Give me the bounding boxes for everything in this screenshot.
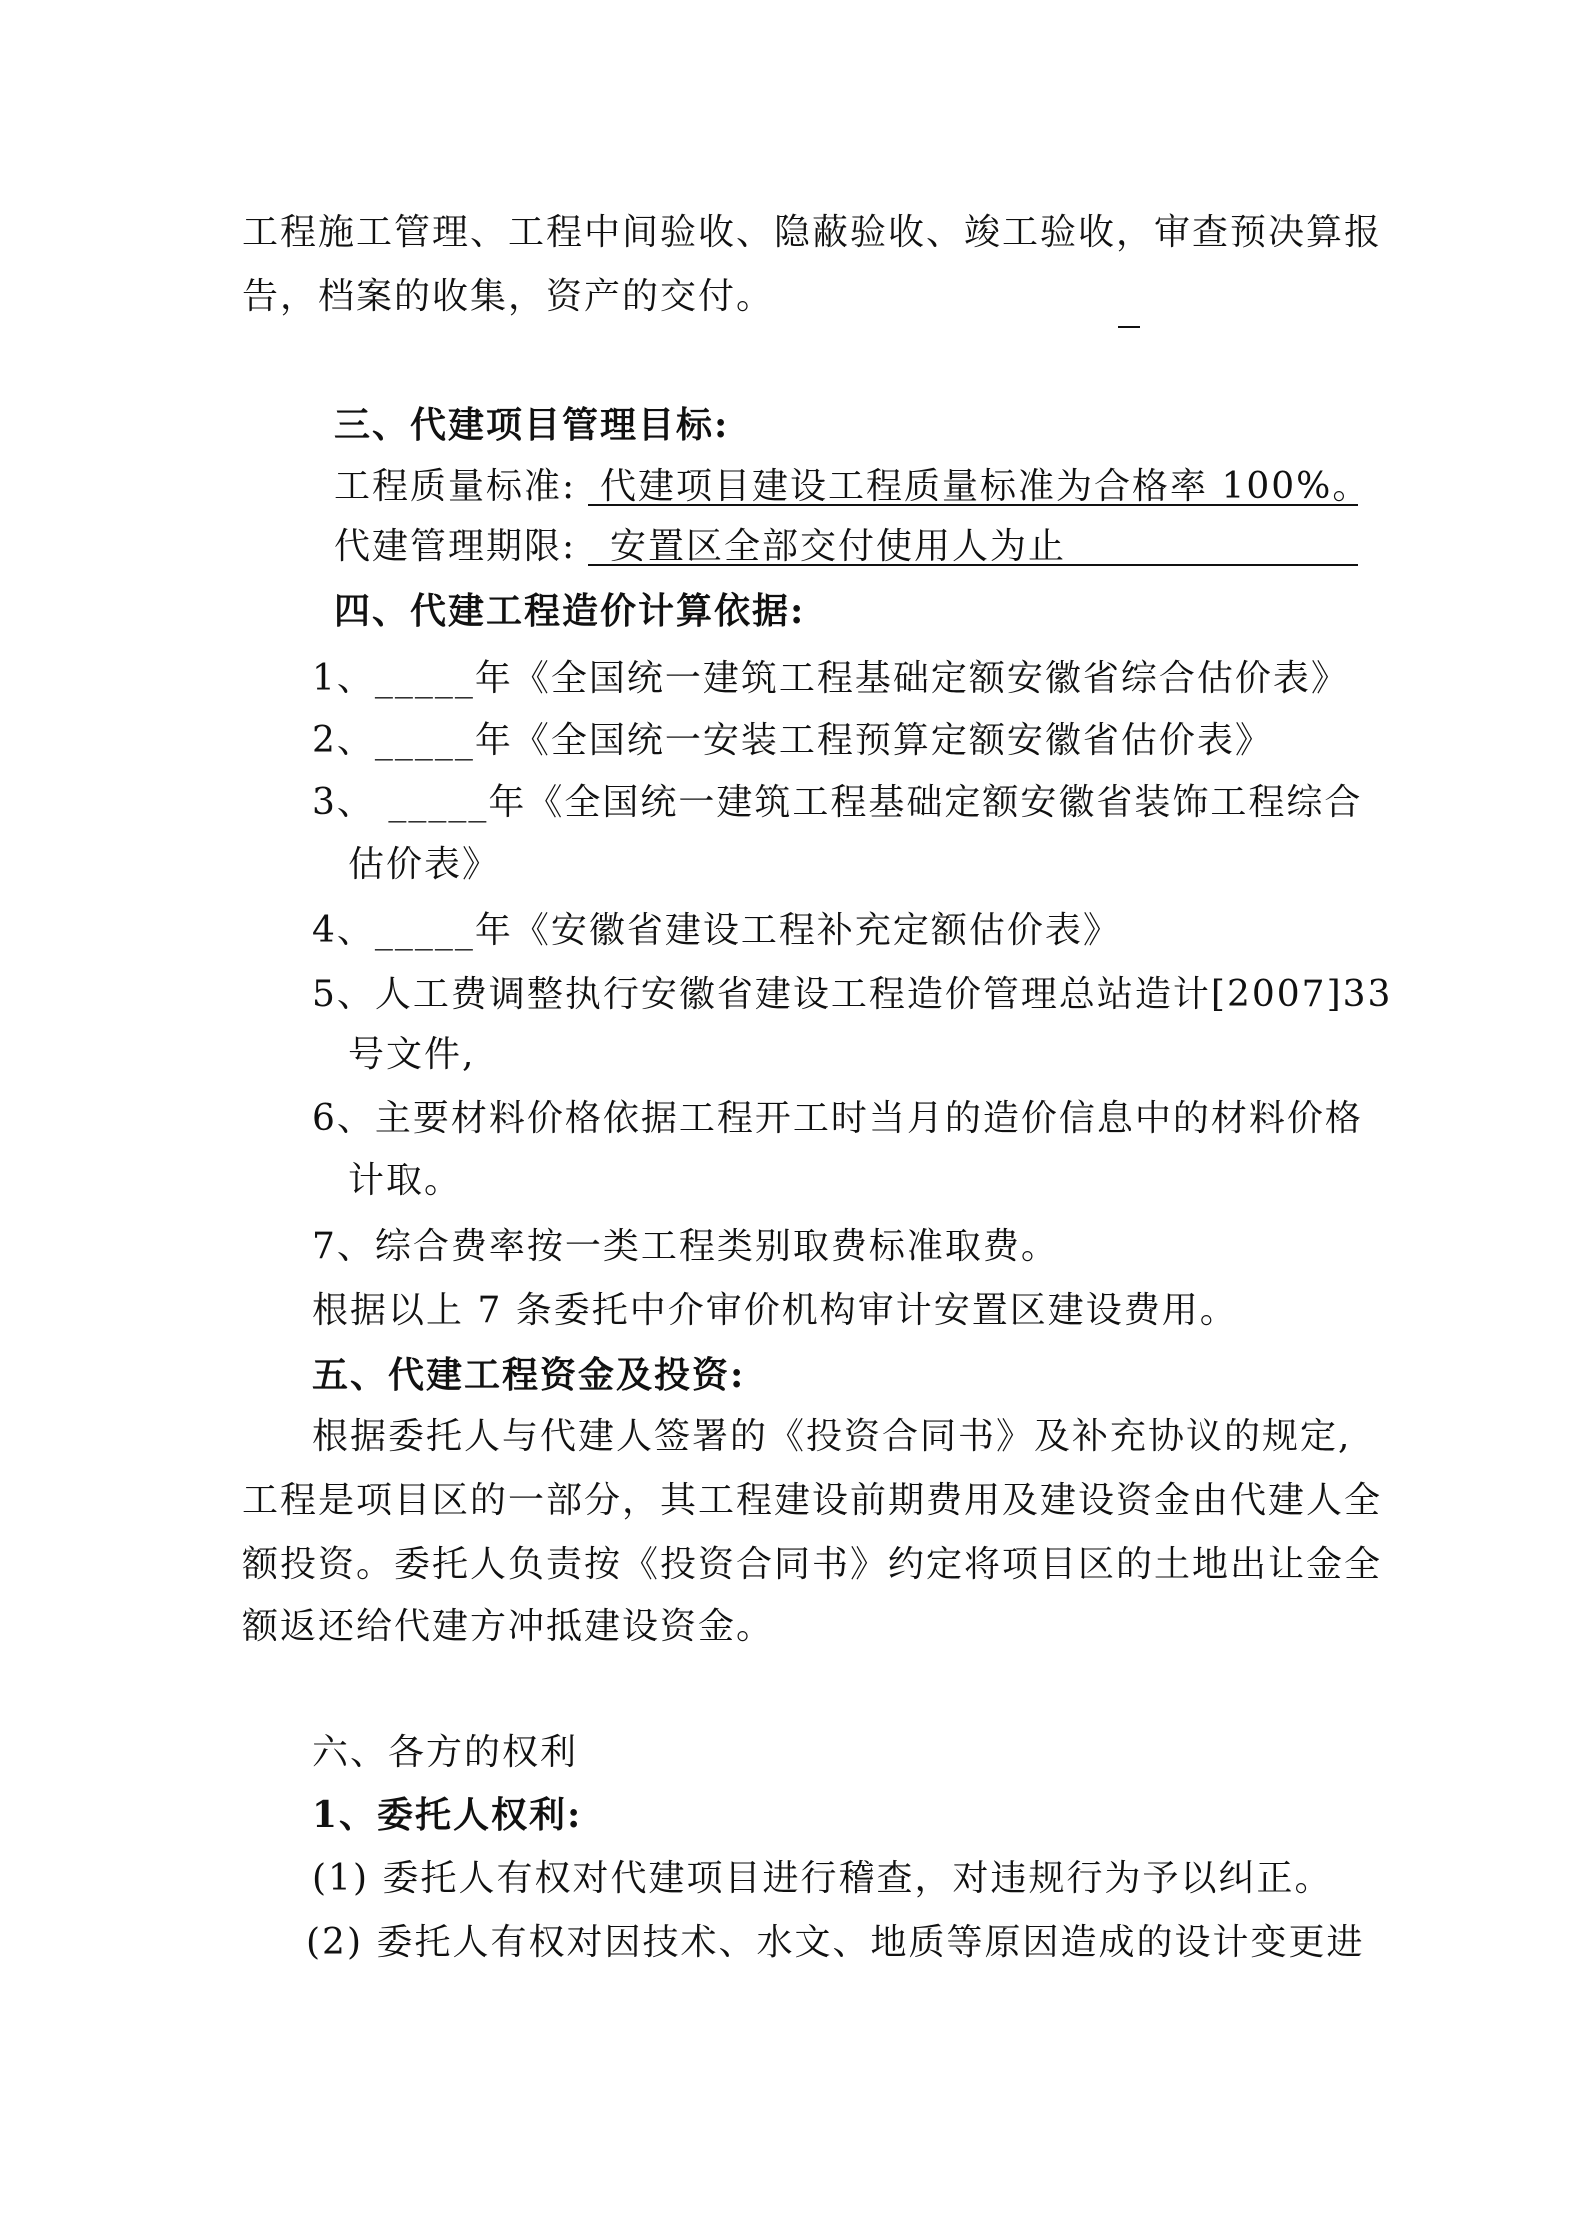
- list-item: 2、_____年《全国统一安装工程预算定额安徽省估价表》: [312, 720, 1273, 761]
- field-label: 工程质量标准:: [334, 466, 577, 507]
- section-heading: 三、代建项目管理目标:: [334, 404, 730, 446]
- list-item: 3、 _____年《全国统一建筑工程基础定额安徽省装饰工程综合: [312, 782, 1363, 823]
- list-item-continuation: 估价表》: [348, 844, 501, 885]
- list-item: (2) 委托人有权对因技术、水文、地质等原因造成的设计变更进: [306, 1922, 1365, 1963]
- paragraph-line: 额投资。委托人负责按《投资合同书》约定将项目区的土地出让金全: [242, 1544, 1383, 1585]
- field-label: 代建管理期限:: [334, 526, 577, 567]
- section-heading: 四、代建工程造价计算依据:: [334, 590, 806, 632]
- section-heading: 五、代建工程资金及投资:: [312, 1354, 746, 1396]
- list-item: 4、_____年《安徽省建设工程补充定额估价表》: [312, 910, 1121, 951]
- paragraph-line: 根据以上 7 条委托中介审价机构审计安置区建设费用。: [312, 1290, 1238, 1331]
- section-heading: 六、各方的权利: [312, 1732, 579, 1773]
- paragraph-line: 根据委托人与代建人签署的《投资合同书》及补充协议的规定,: [312, 1416, 1352, 1457]
- field-value: 安置区全部交付使用人为止: [610, 526, 1067, 567]
- subsection-heading: 1、委托人权利:: [312, 1794, 583, 1836]
- paragraph-line: 告，档案的收集，资产的交付。: [242, 276, 775, 317]
- list-item: 7、综合费率按一类工程类别取费标准取费。: [312, 1226, 1059, 1267]
- field-underline: [588, 504, 1358, 506]
- list-item: 1、_____年《全国统一建筑工程基础定额安徽省综合估价表》: [312, 658, 1349, 699]
- list-item-continuation: 号文件,: [348, 1034, 476, 1075]
- list-item: 6、主要材料价格依据工程开工时当月的造价信息中的材料价格: [312, 1098, 1363, 1139]
- list-item-continuation: 计取。: [348, 1160, 463, 1201]
- paragraph-line: 工程施工管理、工程中间验收、隐蔽验收、竣工验收，审查预决算报: [242, 212, 1383, 253]
- list-item: 5、人工费调整执行安徽省建设工程造价管理总站造计[2007]33: [312, 974, 1393, 1015]
- field-underline: [588, 564, 1358, 566]
- list-item: (1) 委托人有权对代建项目进行稽查，对违规行为予以纠正。: [312, 1858, 1333, 1899]
- field-value: 代建项目建设工程质量标准为合格率 100%。: [600, 466, 1371, 507]
- underline-mark: [1118, 326, 1140, 328]
- paragraph-line: 工程是项目区的一部分，其工程建设前期费用及建设资金由代建人全: [242, 1480, 1383, 1521]
- paragraph-line: 额返还给代建方冲抵建设资金。: [242, 1606, 775, 1647]
